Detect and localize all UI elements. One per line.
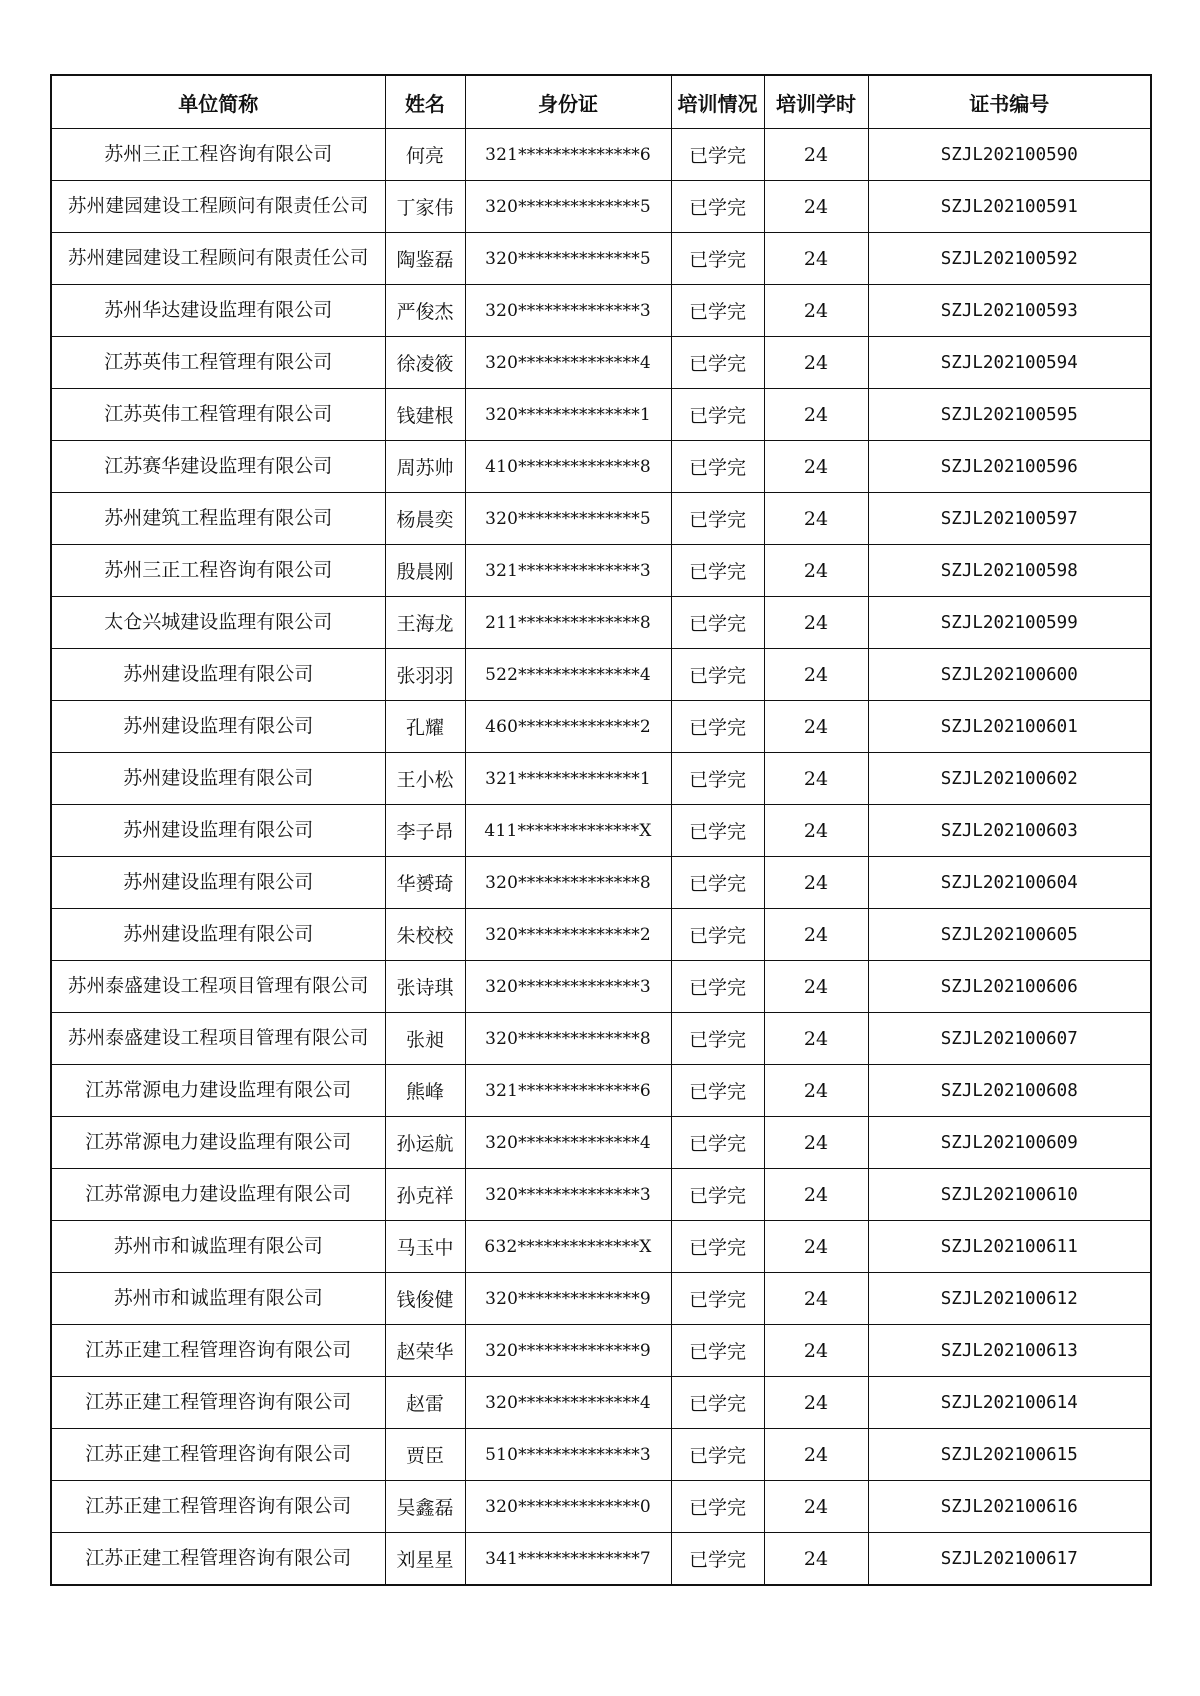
name-cell: 张羽羽	[385, 649, 465, 701]
id-card-cell: 460**************2	[465, 701, 671, 753]
certificate-number-cell: SZJL202100597	[868, 493, 1151, 545]
training-status-cell: 已学完	[671, 1533, 764, 1586]
unit-cell: 江苏正建工程管理咨询有限公司	[51, 1429, 385, 1481]
certificate-number-cell: SZJL202100600	[868, 649, 1151, 701]
id-card-cell: 320**************3	[465, 1169, 671, 1221]
id-card-cell: 321**************1	[465, 753, 671, 805]
unit-cell: 江苏常源电力建设监理有限公司	[51, 1117, 385, 1169]
training-hours-cell: 24	[764, 1169, 868, 1221]
training-record-table	[50, 74, 1152, 1586]
training-status-cell: 已学完	[671, 1325, 764, 1377]
unit-cell: 江苏正建工程管理咨询有限公司	[51, 1533, 385, 1586]
id-card-cell: 341**************7	[465, 1533, 671, 1586]
table-row	[51, 493, 1151, 545]
name-cell: 马玉中	[385, 1221, 465, 1273]
table-row	[51, 1377, 1151, 1429]
training-status-cell: 已学完	[671, 1013, 764, 1065]
training-hours-cell: 24	[764, 389, 868, 441]
header-row	[51, 75, 1151, 129]
certificate-number-cell: SZJL202100613	[868, 1325, 1151, 1377]
training-hours-cell: 24	[764, 909, 868, 961]
unit-cell: 苏州市和诚监理有限公司	[51, 1221, 385, 1273]
table-row	[51, 961, 1151, 1013]
training-hours-cell: 24	[764, 233, 868, 285]
training-status-cell: 已学完	[671, 441, 764, 493]
table-row	[51, 909, 1151, 961]
unit-cell: 江苏常源电力建设监理有限公司	[51, 1169, 385, 1221]
table-row	[51, 1273, 1151, 1325]
unit-cell: 苏州三正工程咨询有限公司	[51, 545, 385, 597]
id-card-cell: 320**************8	[465, 1013, 671, 1065]
training-hours-cell: 24	[764, 597, 868, 649]
certificate-number-cell: SZJL202100603	[868, 805, 1151, 857]
id-card-cell: 320**************3	[465, 961, 671, 1013]
id-card-cell: 522**************4	[465, 649, 671, 701]
training-status-cell: 已学完	[671, 753, 764, 805]
table-row	[51, 805, 1151, 857]
id-card-cell: 320**************5	[465, 181, 671, 233]
table-row	[51, 1065, 1151, 1117]
table-row	[51, 285, 1151, 337]
training-status-cell: 已学完	[671, 129, 764, 181]
certificate-number-cell: SZJL202100611	[868, 1221, 1151, 1273]
training-status-cell: 已学完	[671, 1169, 764, 1221]
training-status-cell: 已学完	[671, 961, 764, 1013]
name-cell: 孔耀	[385, 701, 465, 753]
table-row	[51, 1481, 1151, 1533]
table-row	[51, 545, 1151, 597]
training-status-cell: 已学完	[671, 1429, 764, 1481]
certificate-number-cell: SZJL202100605	[868, 909, 1151, 961]
unit-cell: 苏州建设监理有限公司	[51, 753, 385, 805]
id-card-cell: 320**************1	[465, 389, 671, 441]
training-status-cell: 已学完	[671, 181, 764, 233]
id-card-cell: 320**************8	[465, 857, 671, 909]
training-status-cell: 已学完	[671, 389, 764, 441]
training-status-cell: 已学完	[671, 1065, 764, 1117]
name-cell: 孙克祥	[385, 1169, 465, 1221]
unit-cell: 苏州华达建设监理有限公司	[51, 285, 385, 337]
id-card-cell: 320**************3	[465, 285, 671, 337]
training-hours-cell: 24	[764, 649, 868, 701]
header-training-hours: 培训学时	[764, 75, 868, 129]
unit-cell: 江苏正建工程管理咨询有限公司	[51, 1481, 385, 1533]
certificate-number-cell: SZJL202100602	[868, 753, 1151, 805]
training-status-cell: 已学完	[671, 1481, 764, 1533]
table-header	[51, 75, 1151, 129]
table-row	[51, 441, 1151, 493]
name-cell: 熊峰	[385, 1065, 465, 1117]
id-card-cell: 211**************8	[465, 597, 671, 649]
table-row	[51, 1169, 1151, 1221]
name-cell: 钱建根	[385, 389, 465, 441]
certificate-number-cell: SZJL202100604	[868, 857, 1151, 909]
name-cell: 张昶	[385, 1013, 465, 1065]
unit-cell: 江苏英伟工程管理有限公司	[51, 389, 385, 441]
training-hours-cell: 24	[764, 1533, 868, 1586]
training-hours-cell: 24	[764, 1013, 868, 1065]
table-row	[51, 1533, 1151, 1586]
certificate-number-cell: SZJL202100598	[868, 545, 1151, 597]
certificate-number-cell: SZJL202100599	[868, 597, 1151, 649]
training-hours-cell: 24	[764, 1481, 868, 1533]
table-row	[51, 129, 1151, 181]
training-hours-cell: 24	[764, 1273, 868, 1325]
unit-cell: 苏州建设监理有限公司	[51, 649, 385, 701]
training-hours-cell: 24	[764, 441, 868, 493]
unit-cell: 江苏英伟工程管理有限公司	[51, 337, 385, 389]
training-status-cell: 已学完	[671, 909, 764, 961]
unit-cell: 苏州建筑工程监理有限公司	[51, 493, 385, 545]
certificate-number-cell: SZJL202100610	[868, 1169, 1151, 1221]
id-card-cell: 320**************4	[465, 1117, 671, 1169]
header-unit: 单位简称	[51, 75, 385, 129]
training-status-cell: 已学完	[671, 597, 764, 649]
training-status-cell: 已学完	[671, 1377, 764, 1429]
training-hours-cell: 24	[764, 1325, 868, 1377]
certificate-number-cell: SZJL202100591	[868, 181, 1151, 233]
table-row	[51, 389, 1151, 441]
training-hours-cell: 24	[764, 285, 868, 337]
certificate-number-cell: SZJL202100609	[868, 1117, 1151, 1169]
name-cell: 孙运航	[385, 1117, 465, 1169]
name-cell: 刘星星	[385, 1533, 465, 1586]
name-cell: 华赟琦	[385, 857, 465, 909]
unit-cell: 苏州建设监理有限公司	[51, 701, 385, 753]
name-cell: 张诗琪	[385, 961, 465, 1013]
training-status-cell: 已学完	[671, 1117, 764, 1169]
certificate-number-cell: SZJL202100596	[868, 441, 1151, 493]
unit-cell: 苏州建园建设工程顾问有限责任公司	[51, 233, 385, 285]
certificate-number-cell: SZJL202100617	[868, 1533, 1151, 1586]
training-hours-cell: 24	[764, 493, 868, 545]
training-status-cell: 已学完	[671, 857, 764, 909]
training-status-cell: 已学完	[671, 649, 764, 701]
training-status-cell: 已学完	[671, 233, 764, 285]
training-hours-cell: 24	[764, 1429, 868, 1481]
training-status-cell: 已学完	[671, 337, 764, 389]
unit-cell: 江苏常源电力建设监理有限公司	[51, 1065, 385, 1117]
id-card-cell: 321**************6	[465, 1065, 671, 1117]
unit-cell: 江苏赛华建设监理有限公司	[51, 441, 385, 493]
id-card-cell: 321**************6	[465, 129, 671, 181]
id-card-cell: 320**************5	[465, 233, 671, 285]
unit-cell: 江苏正建工程管理咨询有限公司	[51, 1377, 385, 1429]
name-cell: 李子昂	[385, 805, 465, 857]
certificate-number-cell: SZJL202100606	[868, 961, 1151, 1013]
training-status-cell: 已学完	[671, 1273, 764, 1325]
name-cell: 朱校校	[385, 909, 465, 961]
training-hours-cell: 24	[764, 181, 868, 233]
unit-cell: 江苏正建工程管理咨询有限公司	[51, 1325, 385, 1377]
certificate-number-cell: SZJL202100608	[868, 1065, 1151, 1117]
unit-cell: 苏州泰盛建设工程项目管理有限公司	[51, 961, 385, 1013]
name-cell: 殷晨刚	[385, 545, 465, 597]
certificate-number-cell: SZJL202100601	[868, 701, 1151, 753]
table-row	[51, 1221, 1151, 1273]
unit-cell: 苏州三正工程咨询有限公司	[51, 129, 385, 181]
table-row	[51, 1013, 1151, 1065]
unit-cell: 苏州建设监理有限公司	[51, 857, 385, 909]
training-hours-cell: 24	[764, 1065, 868, 1117]
id-card-cell: 320**************5	[465, 493, 671, 545]
table-row	[51, 337, 1151, 389]
table-row	[51, 597, 1151, 649]
certificate-number-cell: SZJL202100607	[868, 1013, 1151, 1065]
unit-cell: 苏州建设监理有限公司	[51, 805, 385, 857]
training-hours-cell: 24	[764, 805, 868, 857]
id-card-cell: 510**************3	[465, 1429, 671, 1481]
id-card-cell: 411**************X	[465, 805, 671, 857]
id-card-cell: 320**************2	[465, 909, 671, 961]
unit-cell: 苏州建园建设工程顾问有限责任公司	[51, 181, 385, 233]
id-card-cell: 320**************4	[465, 337, 671, 389]
table-row	[51, 701, 1151, 753]
name-cell: 杨晨奕	[385, 493, 465, 545]
certificate-number-cell: SZJL202100612	[868, 1273, 1151, 1325]
certificate-number-cell: SZJL202100616	[868, 1481, 1151, 1533]
certificate-number-cell: SZJL202100614	[868, 1377, 1151, 1429]
unit-cell: 苏州泰盛建设工程项目管理有限公司	[51, 1013, 385, 1065]
name-cell: 钱俊健	[385, 1273, 465, 1325]
name-cell: 赵雷	[385, 1377, 465, 1429]
id-card-cell: 410**************8	[465, 441, 671, 493]
training-hours-cell: 24	[764, 337, 868, 389]
name-cell: 徐凌筱	[385, 337, 465, 389]
training-hours-cell: 24	[764, 545, 868, 597]
name-cell: 吴鑫磊	[385, 1481, 465, 1533]
header-certificate-number: 证书编号	[868, 75, 1151, 129]
training-hours-cell: 24	[764, 753, 868, 805]
name-cell: 赵荣华	[385, 1325, 465, 1377]
table-row	[51, 753, 1151, 805]
id-card-cell: 320**************0	[465, 1481, 671, 1533]
training-status-cell: 已学完	[671, 493, 764, 545]
table-row	[51, 649, 1151, 701]
certificate-number-cell: SZJL202100595	[868, 389, 1151, 441]
name-cell: 贾臣	[385, 1429, 465, 1481]
training-status-cell: 已学完	[671, 701, 764, 753]
name-cell: 何亮	[385, 129, 465, 181]
training-hours-cell: 24	[764, 1117, 868, 1169]
id-card-cell: 321**************3	[465, 545, 671, 597]
name-cell: 陶鉴磊	[385, 233, 465, 285]
training-status-cell: 已学完	[671, 285, 764, 337]
certificate-number-cell: SZJL202100615	[868, 1429, 1151, 1481]
certificate-number-cell: SZJL202100594	[868, 337, 1151, 389]
unit-cell: 苏州建设监理有限公司	[51, 909, 385, 961]
unit-cell: 太仓兴城建设监理有限公司	[51, 597, 385, 649]
id-card-cell: 320**************9	[465, 1273, 671, 1325]
name-cell: 王小松	[385, 753, 465, 805]
training-status-cell: 已学完	[671, 805, 764, 857]
id-card-cell: 320**************4	[465, 1377, 671, 1429]
training-hours-cell: 24	[764, 129, 868, 181]
training-hours-cell: 24	[764, 1377, 868, 1429]
training-status-cell: 已学完	[671, 1221, 764, 1273]
table-row	[51, 1117, 1151, 1169]
header-training-status: 培训情况	[671, 75, 764, 129]
training-hours-cell: 24	[764, 1221, 868, 1273]
unit-cell: 苏州市和诚监理有限公司	[51, 1273, 385, 1325]
id-card-cell: 320**************9	[465, 1325, 671, 1377]
name-cell: 周苏帅	[385, 441, 465, 493]
table-row	[51, 181, 1151, 233]
table-row	[51, 233, 1151, 285]
name-cell: 王海龙	[385, 597, 465, 649]
certificate-number-cell: SZJL202100590	[868, 129, 1151, 181]
id-card-cell: 632**************X	[465, 1221, 671, 1273]
certificate-number-cell: SZJL202100593	[868, 285, 1151, 337]
training-hours-cell: 24	[764, 857, 868, 909]
training-hours-cell: 24	[764, 961, 868, 1013]
header-id-card: 身份证	[465, 75, 671, 129]
name-cell: 丁家伟	[385, 181, 465, 233]
name-cell: 严俊杰	[385, 285, 465, 337]
table-body	[51, 129, 1151, 1586]
table-row	[51, 857, 1151, 909]
table-row	[51, 1325, 1151, 1377]
training-status-cell: 已学完	[671, 545, 764, 597]
table-row	[51, 1429, 1151, 1481]
certificate-number-cell: SZJL202100592	[868, 233, 1151, 285]
header-name: 姓名	[385, 75, 465, 129]
training-hours-cell: 24	[764, 701, 868, 753]
